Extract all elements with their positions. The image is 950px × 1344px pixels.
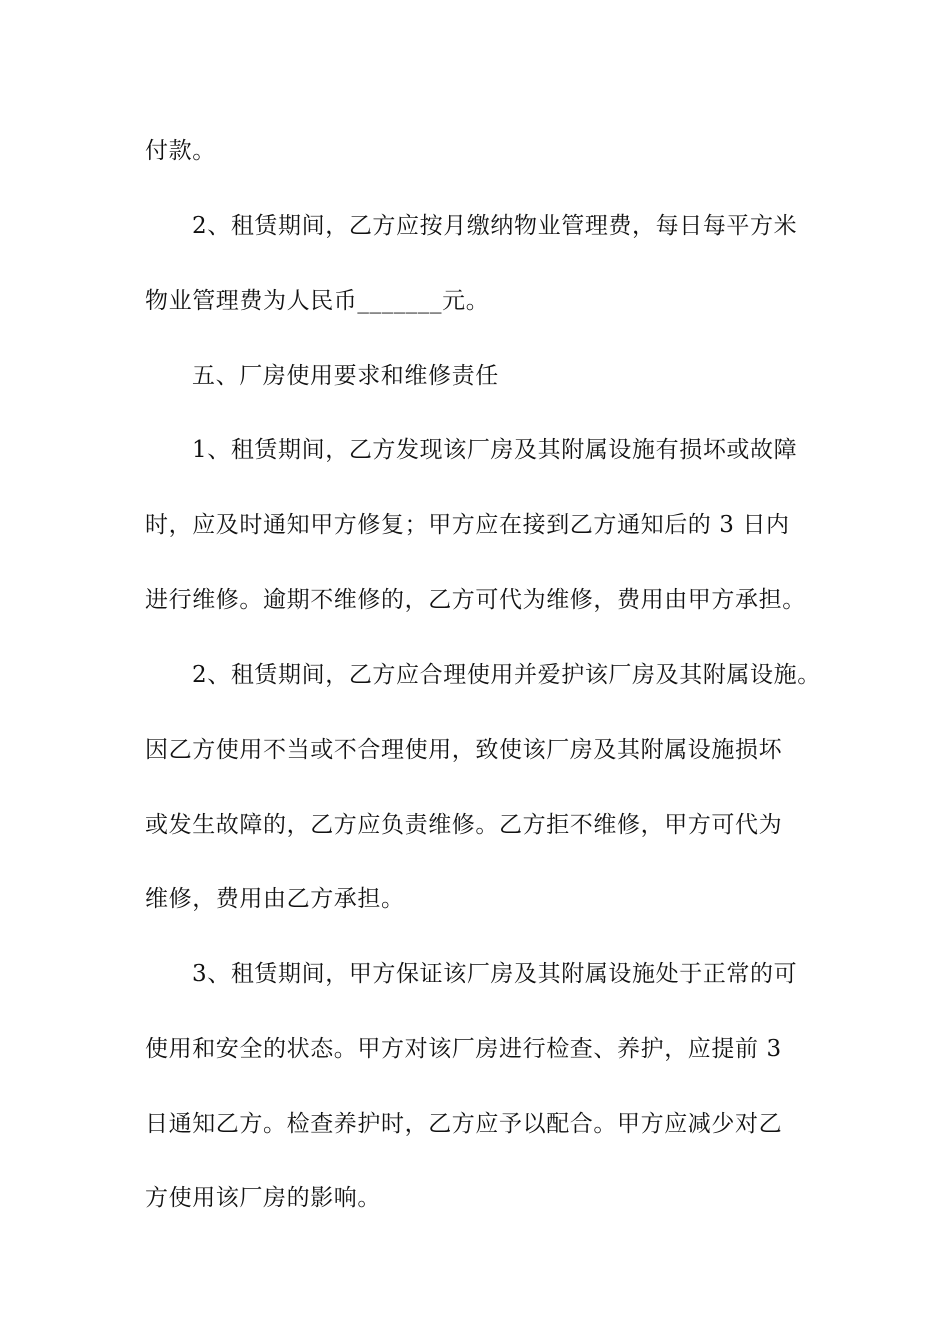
text-line: 付款。 — [145, 138, 216, 164]
clause-1-repair: 1、租赁期间，乙方发现该厂房及其附属设施有损坏或故障 — [192, 437, 798, 463]
clause-2-proper-use: 2、租赁期间，乙方应合理使用并爱护该厂房及其附属设施。 — [192, 662, 821, 688]
text-line: 日通知乙方。检查养护时，乙方应予以配合。甲方应减少对乙 — [145, 1111, 783, 1137]
text-line: 因乙方使用不当或不合理使用，致使该厂房及其附属设施损坏 — [145, 737, 783, 763]
clause-3-safety: 3、租赁期间，甲方保证该厂房及其附属设施处于正常的可 — [192, 961, 798, 987]
text-line: 进行维修。逾期不维修的，乙方可代为维修，费用由甲方承担。 — [145, 587, 806, 613]
clause-2-property-fee: 2、租赁期间，乙方应按月缴纳物业管理费，每日每平方米 — [192, 213, 798, 239]
text-line: 时，应及时通知甲方修复；甲方应在接到乙方通知后的 3 日内 — [145, 512, 790, 538]
section-heading: 五、厂房使用要求和维修责任 — [192, 363, 499, 389]
text-line: 维修，费用由乙方承担。 — [145, 886, 405, 912]
text-line: 使用和安全的状态。甲方对该厂房进行检查、养护，应提前 3 — [145, 1036, 782, 1062]
text-line: 或发生故障的，乙方应负责维修。乙方拒不维修，甲方可代为 — [145, 812, 783, 838]
text-line: 物业管理费为人民币_______元。 — [145, 288, 490, 314]
text-line: 方使用该厂房的影响。 — [145, 1185, 381, 1211]
